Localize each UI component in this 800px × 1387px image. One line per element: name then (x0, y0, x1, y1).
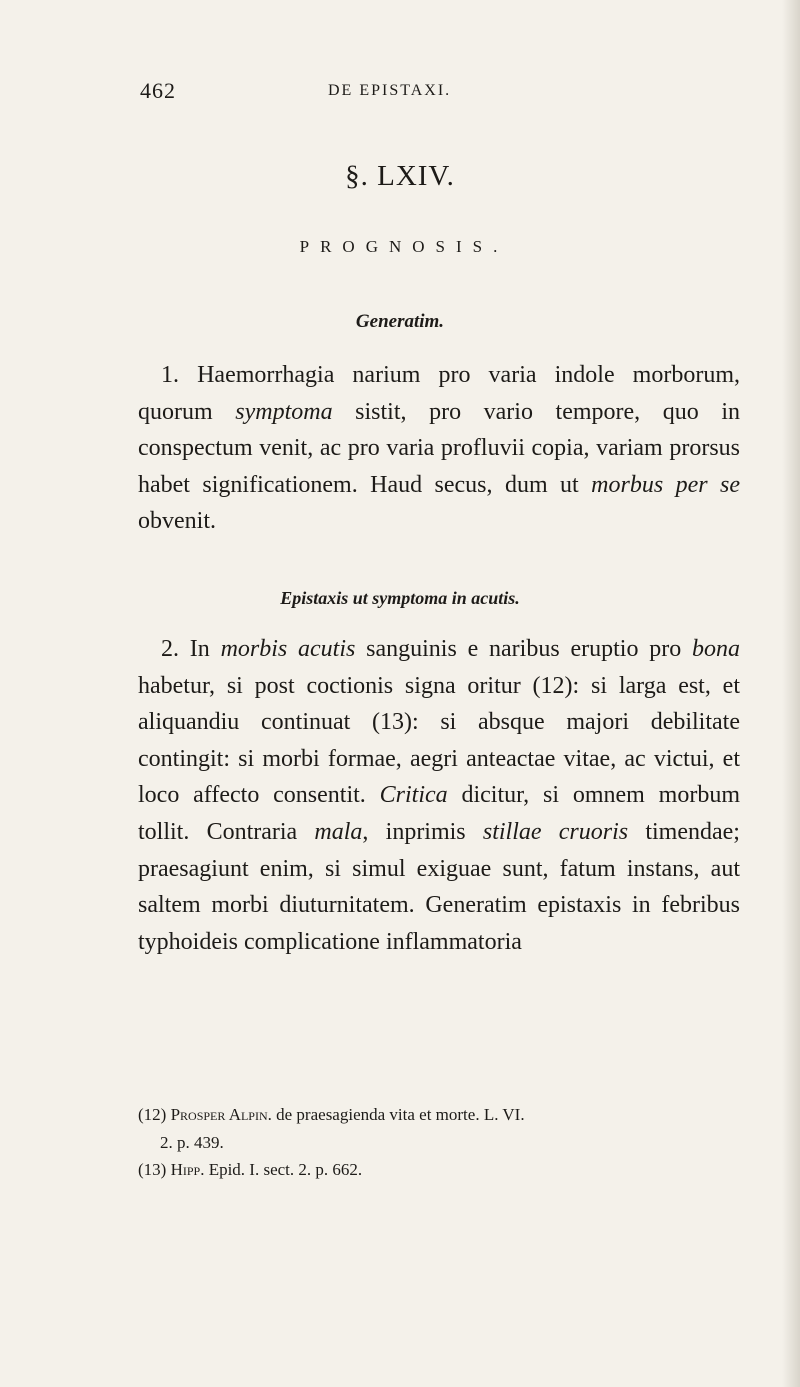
paragraph-number: 2. (161, 636, 179, 662)
paragraph-2: 2. In morbis acutis sanguinis e naribus eruptio pro bona habetur, si post coctionis signa oritur (12): si larga est, et aliquandiu continuat (13): si absque majori debilitate contingit: si morbi formae, aegri anteactae vitae, ac victui, et loco affecto consentit. Critica dicitur, si omnem morbum tollit. Contraria mala, inprimis stillae cruoris timendae; praesagiunt enim, si simul exiguae sunt, fatum instans, aut saltem morbi diuturnitatem. Generatim epistaxis in febribus typhoideis complicatione inflammatoria (138, 636, 740, 955)
page-edge-shadow (782, 0, 800, 1387)
page-header (140, 78, 740, 108)
subhead-generatim: Generatim. (355, 311, 445, 332)
footnote-12: (12) Prosper Alpin. de praesagienda vita et morte. L. VI. (138, 1105, 525, 1124)
section-title: PROGNOSIS. (299, 237, 509, 256)
footnotes (138, 1101, 740, 1184)
section-number: §. LXIV. (345, 160, 455, 192)
footnote-12-continued: 2. p. 439. (160, 1132, 224, 1152)
subhead-epistaxis-acutis: Epistaxis ut symptoma in acutis. (280, 588, 520, 608)
paragraph-1: 1. Haemorrhagia narium pro varia indole morborum, quorum symptoma sistit, pro vario tempore, quo in conspectum venit, ac pro varia profluvii copia, variam prorsus habet significationem. Haud secus, dum ut morbus per se obvenit. (138, 362, 740, 535)
running-head: DE EPISTAXI. (328, 82, 452, 99)
footnote-13: (13) Hipp. Epid. I. sect. 2. p. 662. (138, 1160, 363, 1179)
paragraph-number: 1. (161, 362, 179, 388)
page-number: 462 (140, 78, 176, 103)
